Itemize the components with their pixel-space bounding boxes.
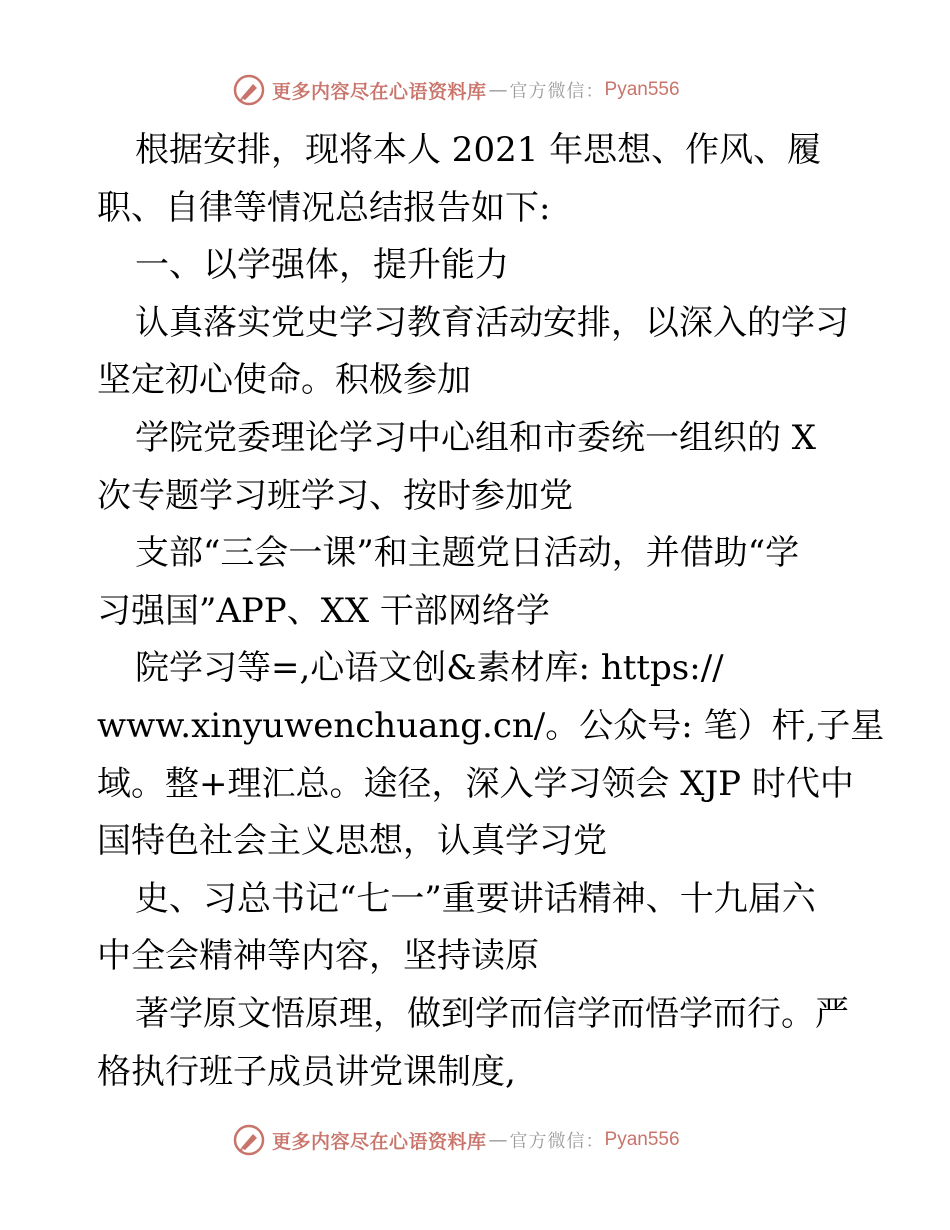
document-body <box>97 122 885 1101</box>
pen-logo-icon <box>232 1123 266 1157</box>
text-line: 院学习等=,心语文创&素材库: https:// <box>135 648 724 689</box>
text-line: 职、自律等情况总结报告如下: <box>97 187 551 228</box>
watermark-sub-text: 官方微信： <box>509 1131 605 1152</box>
watermark-separator: — <box>488 1129 508 1151</box>
text-line: 史、习总书记“七一”重要讲话精神、十九届六 <box>135 878 816 919</box>
text-line: 国特色社会主义思想，认真学习党 <box>97 821 607 862</box>
watermark-id: Pyan556 <box>604 1129 680 1150</box>
watermark-sub-text: 官方微信： <box>509 81 605 102</box>
text-line: 著学原文悟原理，做到学而信学而悟学而行。严 <box>135 993 849 1034</box>
text-line: 中全会精神等内容，坚持读原 <box>97 936 539 977</box>
text-line: 支部“三会一课”和主题党日活动，并借助“学 <box>135 533 800 574</box>
text-line: 习强国”APP、XX 干部网络学 <box>97 590 550 631</box>
header-watermark <box>232 70 752 110</box>
watermark-separator: — <box>488 79 508 101</box>
text-line: 格执行班子成员讲党课制度, <box>97 1051 516 1092</box>
watermark-id: Pyan556 <box>604 79 680 100</box>
text-line: 认真落实党史学习教育活动安排，以深入的学习 <box>135 302 849 343</box>
footer-watermark <box>232 1120 752 1160</box>
text-line: 学院党委理论学习中心组和市委统一组织的 X <box>135 417 817 458</box>
watermark-main-text: 更多内容尽在心语资料库 <box>272 1130 487 1153</box>
text-line: www.xinyuwenchuang.cn/。公众号: 笔）杆,子星 <box>97 705 885 746</box>
text-line: 根据安排，现将本人 2021 年思想、作风、履 <box>135 130 822 170</box>
text-line: 一、以学强体，提升能力 <box>135 245 509 286</box>
text-line: 坚定初心使命。积极参加 <box>97 360 471 401</box>
pen-logo-icon <box>232 73 266 107</box>
watermark-main-text: 更多内容尽在心语资料库 <box>272 80 487 103</box>
text-line: 次专题学习班学习、按时参加党 <box>97 475 573 516</box>
text-line: 域。整+理汇总。途径，深入学习领会 XJP 时代中 <box>97 763 854 804</box>
